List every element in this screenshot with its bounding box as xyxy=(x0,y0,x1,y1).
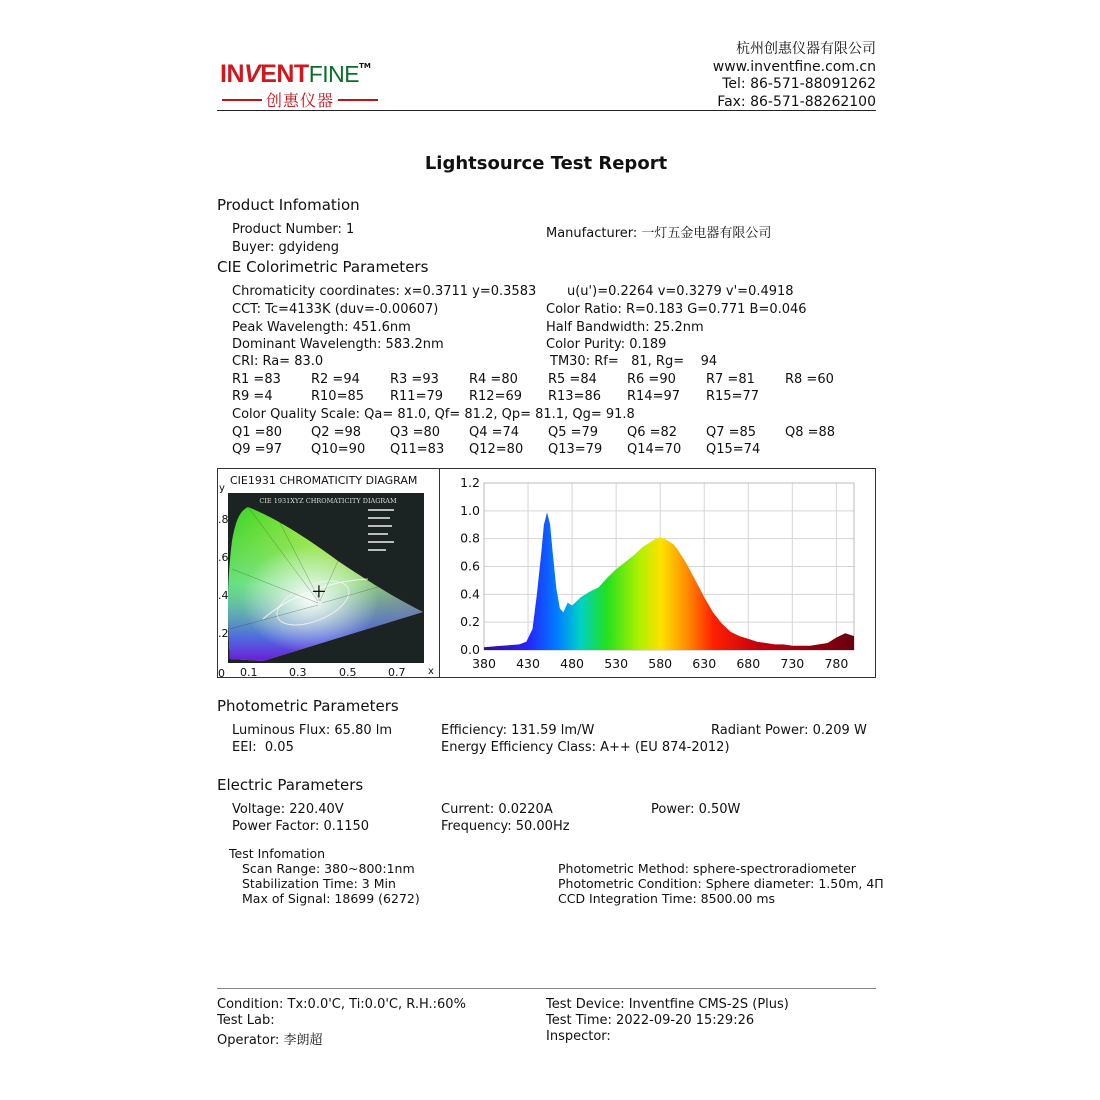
cri-value: R12=69 xyxy=(469,389,523,404)
cri-value: R3 =93 xyxy=(390,372,439,387)
cie-x-tick: 0.5 xyxy=(339,666,357,679)
x-tick-label: 380 xyxy=(472,656,496,671)
cie-x-tick: 0.1 xyxy=(240,666,258,679)
footer-condition: Condition: Tx:0.0'C, Ti:0.0'C, R.H.:60% xyxy=(217,997,466,1012)
cie-y-axis-label: y xyxy=(219,483,225,494)
photometric-heading: Photometric Parameters xyxy=(217,697,399,715)
cri-value: R13=86 xyxy=(548,389,602,404)
stabilization-time: Stabilization Time: 3 Min xyxy=(242,876,396,891)
company-contact xyxy=(713,41,876,111)
cri-value: R8 =60 xyxy=(785,372,834,387)
cie-purity: Color Purity: 0.189 xyxy=(546,337,667,352)
logo-cn-line xyxy=(222,88,378,111)
footer-lab: Test Lab: xyxy=(217,1013,275,1028)
y-tick-label: 1.0 xyxy=(460,502,480,518)
spectrum-chart xyxy=(440,469,876,677)
radiant-power: Radiant Power: 0.209 W xyxy=(711,723,867,738)
cqs-value: Q1 =80 xyxy=(232,425,283,440)
cri-value: R1 =83 xyxy=(232,372,281,387)
cie-x-tick: 0.3 xyxy=(289,666,307,679)
cqs-value: Q6 =82 xyxy=(627,425,678,440)
y-tick-label: 0.2 xyxy=(460,614,480,630)
power: Power: 0.50W xyxy=(651,802,741,817)
logo-fine: FINE xyxy=(308,61,360,87)
company-website: www.inventfine.com.cn xyxy=(712,58,876,75)
cqs-value: Q13=79 xyxy=(548,442,603,457)
cie-diagram-title: CIE1931 CHROMATICITY DIAGRAM xyxy=(230,474,418,487)
y-tick-label: 0.0 xyxy=(460,642,480,657)
logo-ent: ENT xyxy=(260,60,309,88)
cqs-value: Q8 =88 xyxy=(785,425,836,440)
logo-tm: TM xyxy=(359,62,371,70)
cie-x-axis-label: x xyxy=(428,666,434,677)
cri-value: R6 =90 xyxy=(627,372,676,387)
cie-x-tick: 0.7 xyxy=(388,666,406,679)
cie-diagram xyxy=(218,469,440,677)
test-info-heading: Test Infomation xyxy=(229,846,326,861)
luminous-flux: Luminous Flux: 65.80 lm xyxy=(232,723,393,738)
cri-value: R5 =84 xyxy=(548,372,597,387)
y-tick-label: 0.8 xyxy=(460,530,480,546)
header-rule xyxy=(217,110,876,111)
logo-in: IN xyxy=(220,60,244,88)
cqs-value: Q10=90 xyxy=(311,442,366,457)
energy-class: Energy Efficiency Class: A++ (EU 874-2012) xyxy=(441,740,730,755)
company-name: 杭州创惠仪器有限公司 xyxy=(736,41,876,57)
cri-value: R10=85 xyxy=(311,389,365,404)
electric-heading: Electric Parameters xyxy=(217,776,364,794)
cqs-value: Q15=74 xyxy=(706,442,761,457)
cri-value: R9 =4 xyxy=(232,389,273,404)
cri-value: R15=77 xyxy=(706,389,760,404)
product-buyer: Buyer: gdyideng xyxy=(232,240,340,255)
logo-v: V xyxy=(244,60,261,88)
y-tick-label: 1.2 xyxy=(460,475,480,490)
current: Current: 0.0220A xyxy=(441,802,553,817)
product-manufacturer: Manufacturer: 一灯五金电器有限公司 xyxy=(546,226,772,241)
cie-cri: CRI: Ra= 83.0 xyxy=(232,354,324,369)
cie-y-tick: .2 xyxy=(218,627,229,640)
cie-color-ratio: Color Ratio: R=0.183 G=0.771 B=0.046 xyxy=(546,302,807,317)
cie-uv: u(u')=0.2264 v=0.3279 v'=0.4918 xyxy=(567,284,794,299)
footer-time: Test Time: 2022-09-20 15:29:26 xyxy=(546,1013,755,1028)
cie-y-tick: .6 xyxy=(218,551,229,564)
x-tick-label: 680 xyxy=(736,656,761,671)
x-tick-label: 580 xyxy=(648,656,673,671)
cqs-value: Q7 =85 xyxy=(706,425,757,440)
spectrum-area xyxy=(484,512,854,650)
cqs-summary: Color Quality Scale: Qa= 81.0, Qf= 81.2, Qp= 81.1, Qg= 91.8 xyxy=(232,407,635,422)
cqs-value: Q4 =74 xyxy=(469,425,520,440)
cri-value: R4 =80 xyxy=(469,372,518,387)
efficiency: Efficiency: 131.59 lm/W xyxy=(441,723,595,738)
product-heading: Product Infomation xyxy=(217,196,360,214)
footer-rule xyxy=(217,988,876,989)
cri-value: R14=97 xyxy=(627,389,681,404)
cie-half-bw: Half Bandwidth: 25.2nm xyxy=(546,320,704,335)
max-signal: Max of Signal: 18699 (6272) xyxy=(242,891,420,906)
cie-y-tick: .4 xyxy=(218,589,229,602)
y-tick-label: 0.4 xyxy=(460,586,480,602)
x-tick-label: 780 xyxy=(824,656,849,671)
scan-range: Scan Range: 380~800:1nm xyxy=(242,861,415,876)
voltage: Voltage: 220.40V xyxy=(232,802,344,817)
footer-operator: Operator: 李朗超 xyxy=(217,1033,323,1048)
y-tick-label: 0.6 xyxy=(460,558,480,574)
cqs-value: Q2 =98 xyxy=(311,425,362,440)
frequency: Frequency: 50.00Hz xyxy=(441,819,570,834)
cie-inner-title: CIE 1931XYZ CHROMATICITY DIAGRAM xyxy=(259,497,397,505)
cie-tm30: TM30: Rf= 81, Rg= 94 xyxy=(550,354,718,369)
company-fax: Fax: 86-571-88262100 xyxy=(717,93,876,110)
cqs-value: Q11=83 xyxy=(390,442,445,457)
footer-device: Test Device: Inventfine CMS-2S (Plus) xyxy=(546,997,789,1012)
photometric-method: Photometric Method: sphere-spectroradiometer xyxy=(558,861,856,876)
x-tick-label: 480 xyxy=(560,656,585,671)
cie-heading: CIE Colorimetric Parameters xyxy=(217,258,429,276)
company-tel: Tel: 86-571-88091262 xyxy=(722,76,876,92)
x-tick-label: 430 xyxy=(516,656,540,671)
x-tick-label: 530 xyxy=(604,656,629,671)
cqs-value: Q5 =79 xyxy=(548,425,599,440)
eei: EEI: 0.05 xyxy=(232,740,294,755)
photometric-condition: Photometric Condition: Sphere diameter: 1.50m, 4Π xyxy=(558,876,884,891)
power-factor: Power Factor: 0.1150 xyxy=(232,819,370,834)
cie-cct: CCT: Tc=4133K (duv=-0.00607) xyxy=(232,302,439,317)
x-tick-label: 730 xyxy=(780,656,805,671)
cie-dominant: Dominant Wavelength: 583.2nm xyxy=(232,337,444,352)
cie-y-tick: .8 xyxy=(218,513,229,526)
cie-y-tick: 0 xyxy=(218,667,225,680)
x-tick-label: 630 xyxy=(692,656,717,671)
company-logo xyxy=(220,60,371,89)
product-number: Product Number: 1 xyxy=(232,222,355,237)
cqs-value: Q9 =97 xyxy=(232,442,283,457)
cqs-value: Q3 =80 xyxy=(390,425,441,440)
cri-value: R2 =94 xyxy=(311,372,360,387)
ccd-integration: CCD Integration Time: 8500.00 ms xyxy=(558,891,776,906)
cqs-value: Q14=70 xyxy=(627,442,682,457)
cqs-value: Q12=80 xyxy=(469,442,524,457)
cie-peak: Peak Wavelength: 451.6nm xyxy=(232,320,411,335)
charts-frame xyxy=(217,468,876,678)
cie-chromaticity: Chromaticity coordinates: x=0.3711 y=0.3583 xyxy=(232,284,537,299)
logo-cn-text: 创惠仪器 xyxy=(266,91,335,110)
cri-value: R11=79 xyxy=(390,389,444,404)
footer-inspector: Inspector: xyxy=(546,1029,611,1044)
cri-value: R7 =81 xyxy=(706,372,755,387)
report-title: Lightsource Test Report xyxy=(424,153,668,174)
